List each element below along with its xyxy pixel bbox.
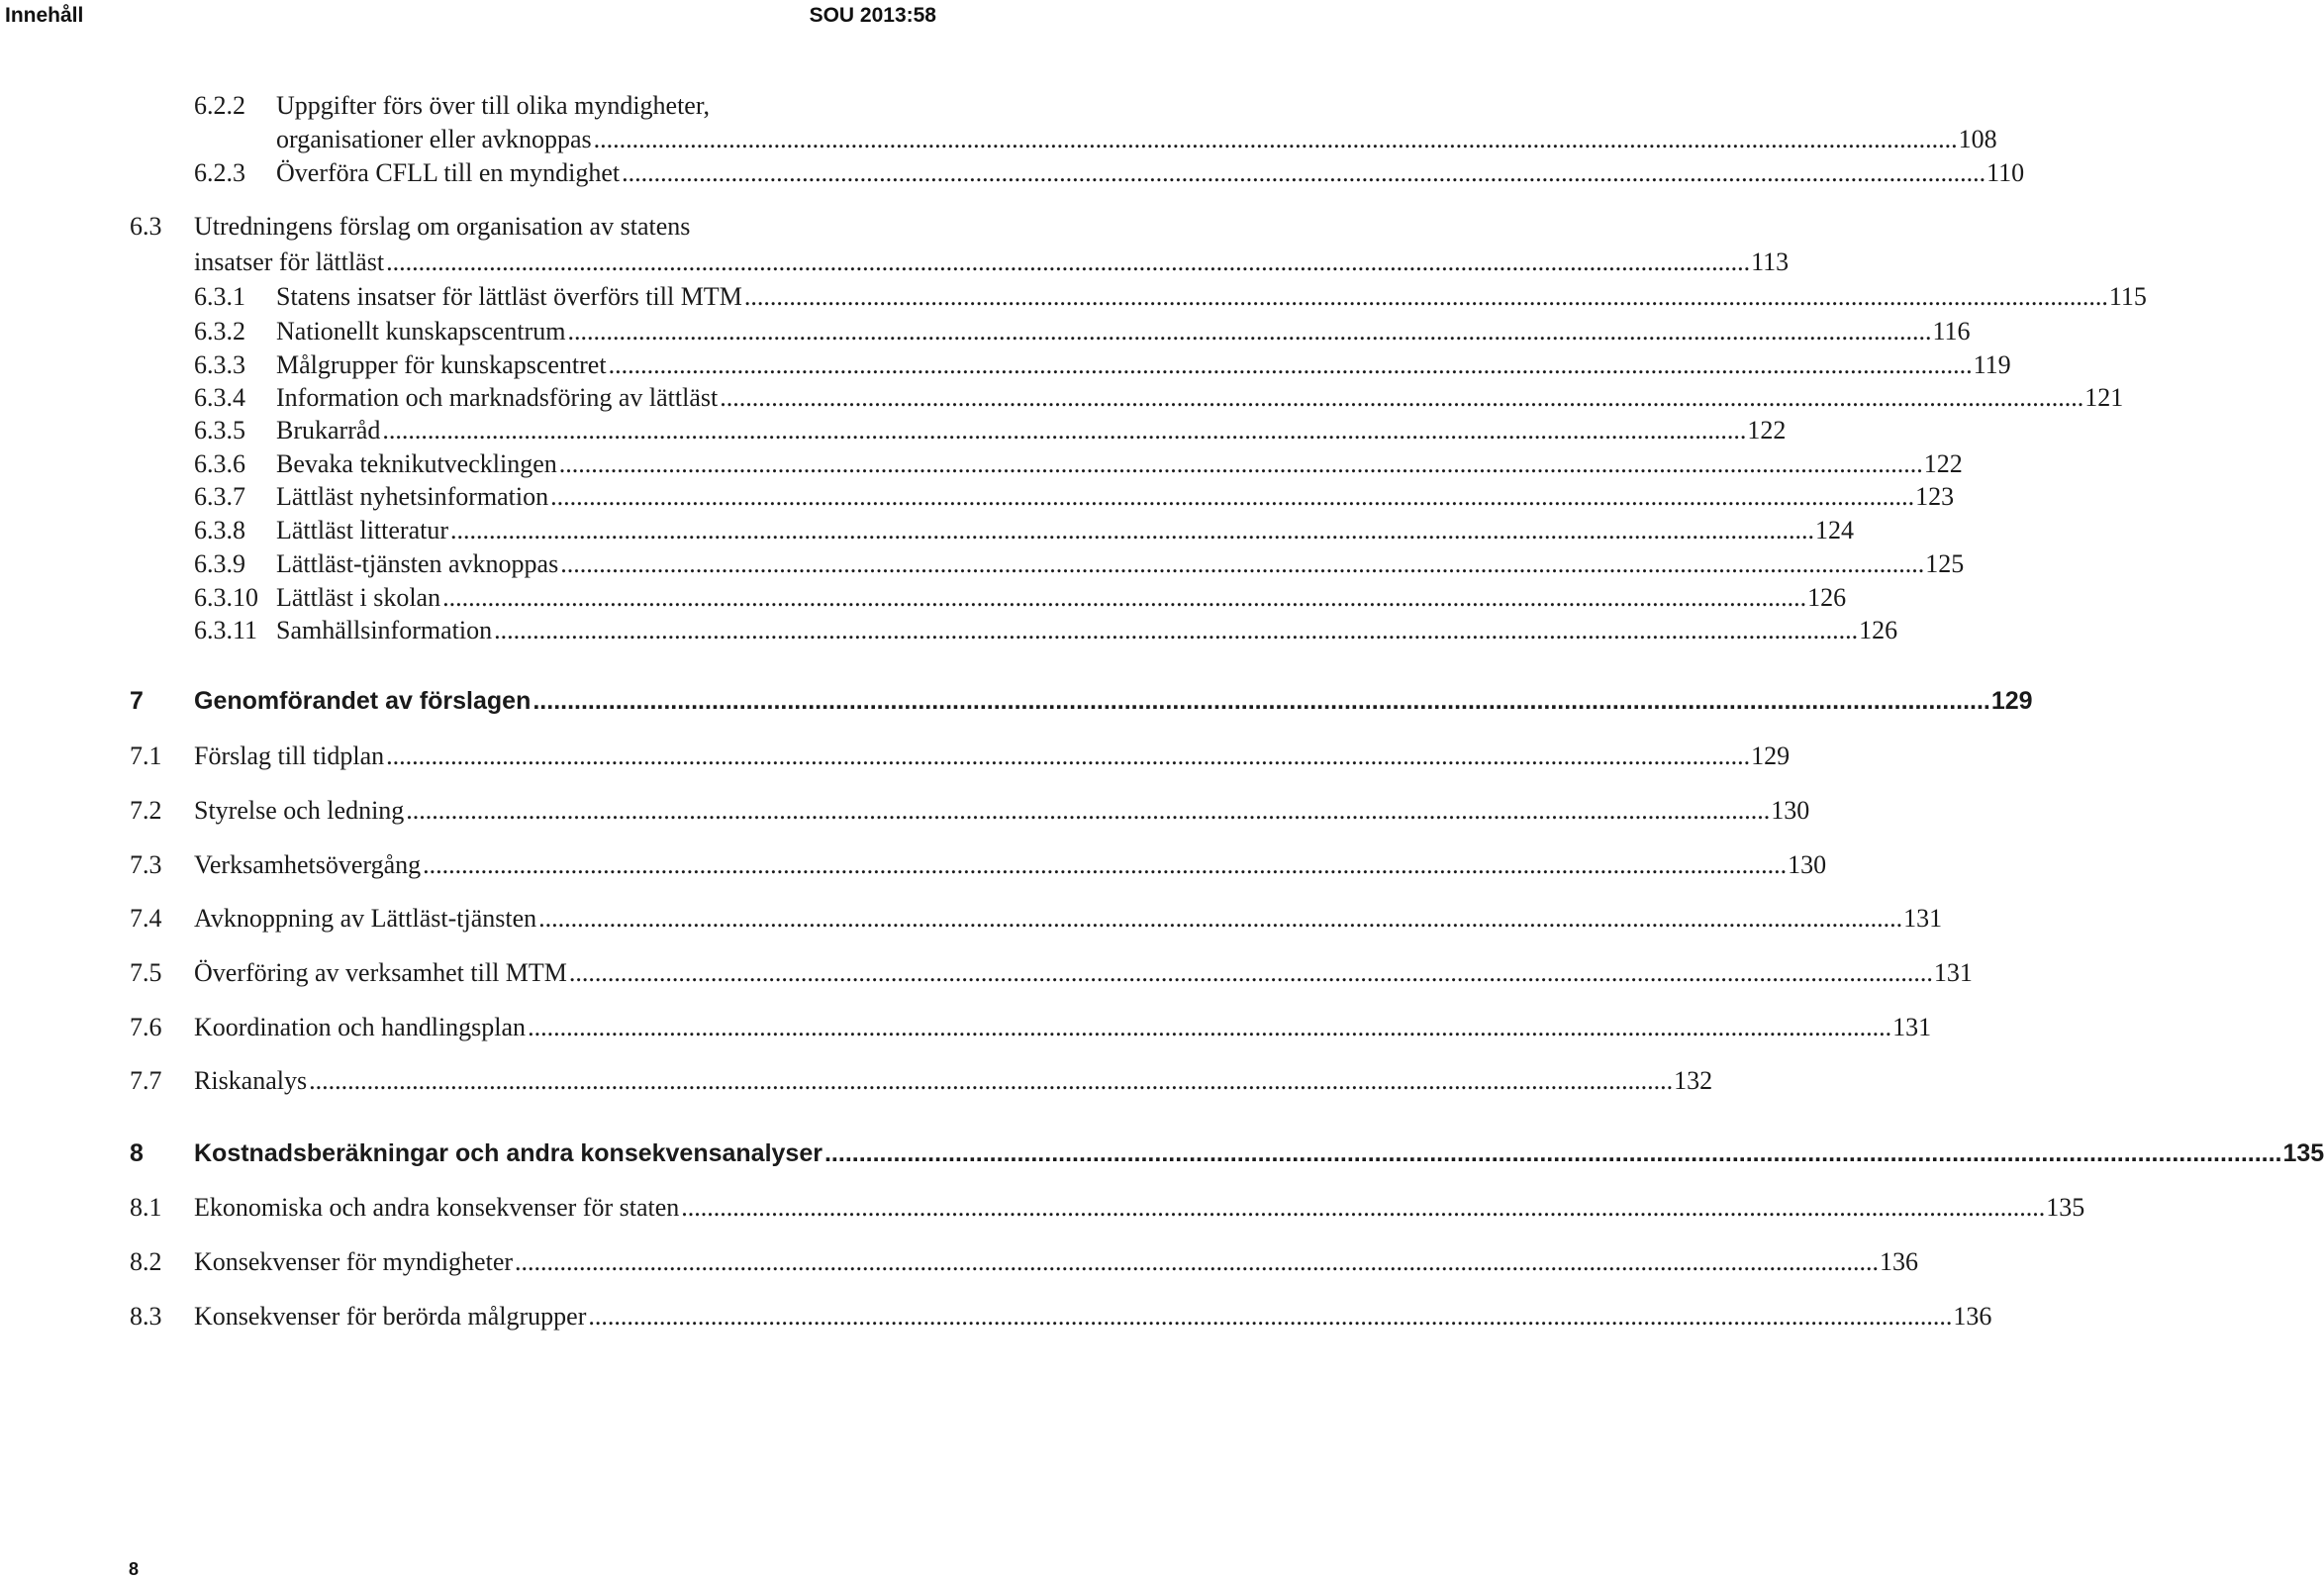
toc-entry-number: 8.2: [130, 1247, 162, 1277]
toc-entry-title: Lättläst nyhetsinformation: [276, 482, 548, 512]
toc-leader-dots: ....................................................................................................................................................................................................................: [550, 482, 1914, 512]
toc-leader-dots: ....................................................................................................................................................................................................................: [309, 1066, 1673, 1096]
toc-entry-number: 7.1: [130, 741, 162, 771]
toc-leader-dots: ....................................................................................................................................................................................................................: [567, 317, 1931, 346]
toc-page-number: 115: [2109, 282, 2147, 312]
running-header-section: Innehåll: [5, 4, 83, 28]
toc-leader-dots: ....................................................................................................................................................................................................................: [609, 350, 1973, 380]
toc-entry[interactable]: [194, 350, 932, 380]
toc-entry[interactable]: [194, 317, 932, 346]
toc-entry[interactable]: [130, 1013, 932, 1042]
toc-page-number: 132: [1674, 1066, 1712, 1096]
toc-entry-number: 6.3.4: [194, 383, 245, 413]
toc-entry-title: Koordination och handlingsplan: [194, 1013, 526, 1042]
page-number-footer: 8: [129, 1559, 139, 1580]
toc-entry-title: Lättläst litteratur: [276, 516, 448, 545]
toc-entry-title: Information och marknadsföring av lättläst: [276, 383, 718, 413]
toc-entry-number: 8.3: [130, 1302, 162, 1332]
toc-entry-title: Överföra CFLL till en myndighet: [276, 158, 620, 188]
toc-page-number: 121: [2084, 383, 2123, 413]
toc-entry[interactable]: [194, 516, 932, 545]
toc-leader-dots: ....................................................................................................................................................................................................................: [528, 1013, 1891, 1042]
toc-entry-number: 8.1: [130, 1193, 162, 1223]
toc-entry-number: 7.5: [130, 958, 162, 988]
toc-page-number: 135: [2283, 1138, 2324, 1168]
toc-entry[interactable]: [130, 904, 932, 934]
toc-entry[interactable]: [130, 850, 932, 880]
toc-entry[interactable]: [194, 282, 932, 312]
toc-entry-number: 6.3.2: [194, 317, 245, 346]
toc-leader-dots: ....................................................................................................................................................................................................................: [560, 549, 1924, 579]
toc-page-number: 131: [1903, 904, 1942, 934]
toc-page-number: 129: [1991, 686, 2033, 716]
toc-leader-dots: ....................................................................................................................................................................................................................: [450, 516, 1814, 545]
toc-page-number: 136: [1880, 1247, 1918, 1277]
toc-leader-dots: ....................................................................................................................................................................................................................: [824, 1138, 2282, 1168]
toc-entry-title: Överföring av verksamhet till MTM: [194, 958, 567, 988]
toc-chapter-entry[interactable]: [130, 1138, 932, 1168]
toc-entry-title: organisationer eller avknoppas: [276, 125, 592, 154]
toc-page-number: 124: [1815, 516, 1854, 545]
toc-entry-title: Avknoppning av Lättläst-tjänsten: [194, 904, 536, 934]
toc-entry-number: 6.3.6: [194, 449, 245, 479]
toc-entry-number: 6.3.5: [194, 416, 245, 445]
toc-page-number: 130: [1788, 850, 1826, 880]
toc-entry-title: Brukarråd: [276, 416, 380, 445]
toc-entry-title: Lättläst-tjänsten avknoppas: [276, 549, 558, 579]
toc-entry[interactable]: [130, 1302, 932, 1332]
toc-entry[interactable]: [194, 549, 932, 579]
toc-entry-title: Verksamhetsövergång: [194, 850, 421, 880]
toc-entry-title: Samhällsinformation: [276, 616, 492, 645]
toc-leader-dots: ....................................................................................................................................................................................................................: [720, 383, 2083, 413]
toc-entry-number: 6.3.9: [194, 549, 245, 579]
toc-entry-number: 6.2.3: [194, 158, 245, 188]
toc-page-number: 125: [1925, 549, 1964, 579]
toc-leader-dots: ....................................................................................................................................................................................................................: [494, 616, 1858, 645]
toc-entry-title: Riskanalys: [194, 1066, 307, 1096]
toc-leader-dots: ....................................................................................................................................................................................................................: [594, 125, 1958, 154]
toc-leader-dots: ....................................................................................................................................................................................................................: [442, 583, 1806, 613]
toc-entry-title: Lättläst i skolan: [276, 583, 440, 613]
toc-entry-title: Ekonomiska och andra konsekvenser för staten: [194, 1193, 679, 1223]
toc-leader-dots: ....................................................................................................................................................................................................................: [744, 282, 2108, 312]
toc-leader-dots: ....................................................................................................................................................................................................................: [681, 1193, 2045, 1223]
toc-leader-dots: ....................................................................................................................................................................................................................: [533, 686, 1990, 716]
toc-page-number: 122: [1747, 416, 1786, 445]
toc-entry[interactable]: [130, 1193, 932, 1223]
toc-entry[interactable]: [130, 1247, 932, 1277]
toc-entry-title: Konsekvenser för berörda målgrupper: [194, 1302, 586, 1332]
toc-leader-dots: ....................................................................................................................................................................................................................: [588, 1302, 1952, 1332]
toc-chapter-number: 7: [130, 686, 144, 716]
toc-page-number: 123: [1915, 482, 1954, 512]
toc-entry-title: Bevaka teknikutvecklingen: [276, 449, 557, 479]
toc-entry-number: 7.4: [130, 904, 162, 934]
toc-chapter-entry[interactable]: [130, 686, 932, 716]
toc-entry-title: Statens insatser för lättläst överförs till MTM: [276, 282, 742, 312]
running-header-report-id: SOU 2013:58: [810, 4, 936, 28]
toc-leader-dots: ....................................................................................................................................................................................................................: [559, 449, 1923, 479]
toc-page-number: 108: [1959, 125, 1997, 154]
toc-page-number: 113: [1751, 247, 1789, 277]
toc-leader-dots: ....................................................................................................................................................................................................................: [515, 1247, 1879, 1277]
toc-entry-title: Förslag till tidplan: [194, 741, 384, 771]
toc-entry-number: 7.3: [130, 850, 162, 880]
toc-entry-title: Styrelse och ledning: [194, 796, 404, 826]
toc-entry[interactable]: [130, 958, 932, 988]
toc-leader-dots: ....................................................................................................................................................................................................................: [538, 904, 1902, 934]
toc-leader-dots: ....................................................................................................................................................................................................................: [386, 247, 1750, 277]
toc-entry[interactable]: [130, 796, 932, 826]
toc-entry-number: 6.3: [130, 212, 162, 242]
toc-entry-title-line1: Uppgifter förs över till olika myndigheter,: [276, 91, 710, 121]
toc-page-number: 130: [1771, 796, 1809, 826]
toc-leader-dots: ....................................................................................................................................................................................................................: [382, 416, 1746, 445]
toc-entry-title: Nationellt kunskapscentrum: [276, 317, 565, 346]
toc-page-number: 119: [1974, 350, 2011, 380]
toc-chapter-title: Genomförandet av förslagen: [194, 686, 531, 716]
toc-entry-number: 6.3.8: [194, 516, 245, 545]
toc-entry-number: 7.2: [130, 796, 162, 826]
toc-entry-number: 6.3.11: [194, 616, 257, 645]
toc-entry[interactable]: [194, 247, 932, 277]
toc-page-number: 110: [1986, 158, 2024, 188]
toc-entry[interactable]: [194, 616, 932, 645]
toc-entry-title-line1: Utredningens förslag om organisation av statens: [194, 212, 690, 242]
toc-leader-dots: ....................................................................................................................................................................................................................: [423, 850, 1787, 880]
toc-entry[interactable]: [130, 741, 932, 771]
toc-leader-dots: ....................................................................................................................................................................................................................: [569, 958, 1933, 988]
toc-leader-dots: ....................................................................................................................................................................................................................: [386, 741, 1750, 771]
toc-page-number: 131: [1934, 958, 1973, 988]
toc-entry-number: 6.3.7: [194, 482, 245, 512]
toc-entry[interactable]: [194, 416, 932, 445]
toc-entry[interactable]: [194, 158, 932, 188]
toc-entry[interactable]: [130, 1066, 932, 1096]
toc-chapter-number: 8: [130, 1138, 144, 1168]
toc-entry[interactable]: [194, 583, 932, 613]
toc-entry[interactable]: [194, 125, 932, 154]
toc-entry[interactable]: [194, 482, 932, 512]
toc-page-number: 126: [1807, 583, 1846, 613]
toc-entry-title: insatser för lättläst: [194, 247, 384, 277]
toc-entry-number: 7.7: [130, 1066, 162, 1096]
toc-chapter-title: Kostnadsberäkningar och andra konsekvensanalyser: [194, 1138, 823, 1168]
toc-page-number: 136: [1953, 1302, 1991, 1332]
toc-page-number: 122: [1924, 449, 1963, 479]
toc-leader-dots: ....................................................................................................................................................................................................................: [406, 796, 1770, 826]
toc-page-number: 135: [2046, 1193, 2084, 1223]
toc-page-number: 116: [1932, 317, 1970, 346]
toc-entry[interactable]: [194, 383, 932, 413]
toc-page-number: 126: [1859, 616, 1897, 645]
toc-entry-number: 6.3.10: [194, 583, 258, 613]
toc-page-number: 129: [1751, 741, 1790, 771]
toc-page-number: 131: [1892, 1013, 1931, 1042]
toc-entry-title: Målgrupper för kunskapscentret: [276, 350, 607, 380]
toc-entry-number: 6.2.2: [194, 91, 245, 121]
toc-entry-number: 6.3.3: [194, 350, 245, 380]
toc-entry-number: 6.3.1: [194, 282, 245, 312]
toc-entry-number: 7.6: [130, 1013, 162, 1042]
toc-entry[interactable]: [194, 449, 932, 479]
toc-leader-dots: ....................................................................................................................................................................................................................: [622, 158, 1985, 188]
toc-entry-title: Konsekvenser för myndigheter: [194, 1247, 513, 1277]
